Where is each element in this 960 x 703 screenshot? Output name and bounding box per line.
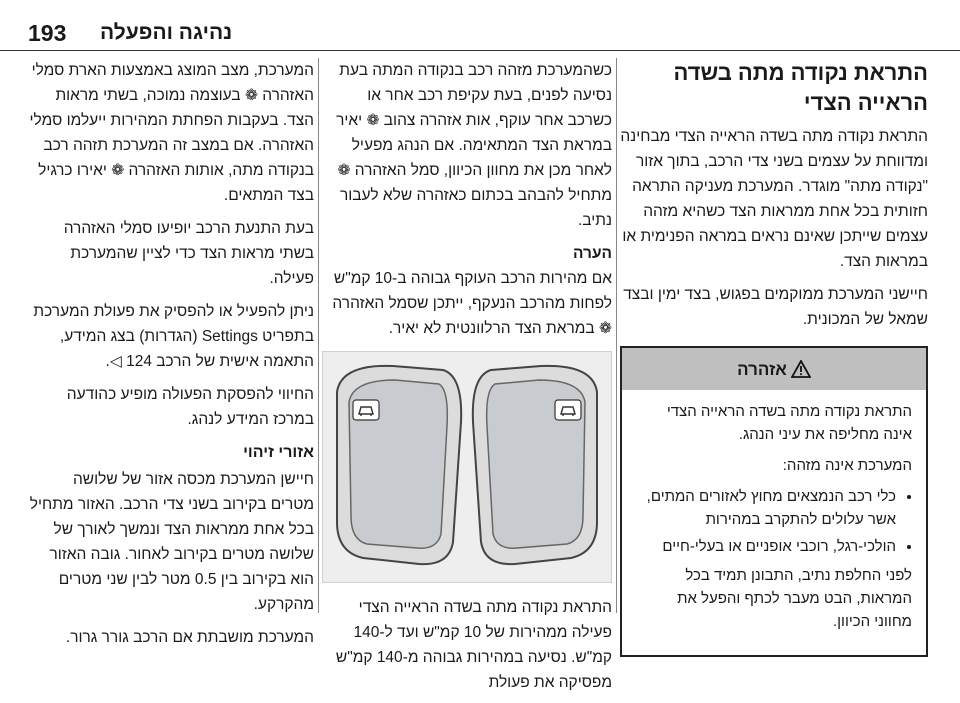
- warning-list-item: • הולכי-רגל, רוכבי אופניים או בעלי-חיים: [636, 535, 896, 558]
- warning-intro: התראת נקודה מתה בשדה הראייה הצדי אינה מחליפה את עיני הנהג.: [666, 403, 912, 443]
- trailer-paragraph: המערכת מושבתת אם הרכב גורר גרור.: [65, 629, 314, 646]
- running-title: נהיגה והפעלה: [100, 21, 233, 44]
- warning-triangle-icon: [791, 360, 811, 378]
- left-column: [28, 58, 314, 658]
- mirror-illustration: [322, 351, 612, 583]
- zone-paragraph: חיישן המערכת מכסה אזור של שלושה מטרים בקירוב בשני צדי הרכב. האזור מתחיל בכל אחת ממראות הצד ונמשך לאורך של שלושה מטרים בקירוב לאחור. גובה האזור הוא בקירוב בין 0.5 מטר לבין שני מטרים מהקרקע.: [29, 471, 314, 613]
- left-mirror-icon: [337, 366, 461, 564]
- side-mirror-drawings-icon: [323, 352, 611, 582]
- right-column: [620, 58, 928, 657]
- middle-column: [322, 58, 612, 703]
- column-divider: [318, 58, 319, 613]
- note-text: אם מהירות הרכב העוקף גבוהה ב-10 קמ"ש לפחות מהרכב הנעקף, ייתכן שסמל האזהרה ❁ במראת הצד הרלוונטית לא יאיר.: [332, 270, 612, 337]
- figure-caption: התראת נקודה מתה בשדה הראייה הצדי פעילה ממהירות של 10 קמ"ש ועד ל-140 קמ"ש. נסיעה במהירות גבוהה מ-140 קמ"ש מפסיקה את פעולת: [335, 599, 612, 691]
- page-number: 193: [28, 20, 67, 46]
- sensor-location-paragraph: חיישני המערכת ממוקמים בפגוש, בצד ימין ובצד שמאל של המכונית.: [623, 286, 928, 328]
- section-title: התראת נקודה מתה בשדה הראייה הצדי: [673, 60, 928, 115]
- settings-paragraph: ניתן להפעיל או להפסיק את פעולת המערכת בתפריט Settings (הגדרות) בצג המידע, התאמה אישית של הרכב 124 ◁.: [33, 303, 314, 370]
- warning-detect-lead: המערכת אינה מזהה:: [782, 457, 912, 474]
- warning-body: [622, 390, 926, 655]
- warning-outro: לפני החלפת נתיב, התבונן תמיד בכל המראות, הבט מעבר לכתף והפעל את מחווני הכיוון.: [677, 567, 912, 630]
- warning-box: [620, 346, 928, 657]
- note-label: הערה: [573, 245, 612, 262]
- warning-label: אזהרה: [737, 359, 787, 379]
- deactivation-paragraph: החיווי להפסקת הפעולה מופיע כהודעה במרכז המידע לנהג.: [66, 386, 314, 428]
- detection-zones-heading: אזורי זיהוי: [243, 444, 314, 461]
- right-mirror-icon: [473, 366, 597, 564]
- warning-header: [622, 348, 926, 390]
- page-header: [0, 0, 960, 51]
- detection-paragraph: כשהמערכת מזהה רכב בנקודה המתה בעת נסיעה לפנים, בעת עקיפת רכב אחר או כשרכב אחר עוקף, אות אזהרה צהוב ❁ יאיר במראת הצד המתאימה. אם הנהג מפעיל לאחר מכן את מחוון הכיוון, סמל האזהרה ❁ מתחיל להבהב בכתום כאזהרה שלא לעבור נתיב.: [336, 62, 612, 229]
- column-divider: [616, 58, 617, 613]
- startup-paragraph: בעת התנעת הרכב יופיעו סמלי האזהרה בשתי מראות הצד כדי לציין שהמערכת פעילה.: [63, 220, 314, 287]
- warning-list: [636, 485, 912, 558]
- intro-paragraph: התראת נקודה מתה בשדה הראייה הצדי מבחינה ומדווחת על עצמים בשני צדי הרכב, בתוך אזור "נקודה מתה" מוגדר. המערכת מעניקה התראה חזותית בכל אחת ממראות הצד כשהיא מזהה עצמים שייתכן שאינם נראים במראה הפנימית או במראות הצד.: [620, 128, 928, 270]
- speed-paragraph: המערכת, מצב המוצג באמצעות הארת סמלי האזהרה ❁ בעוצמה נמוכה, בשתי מראות הצד. בעקבות הפחתת המהירות ייעלמו סמלי האזהרה. אם במצב זה המערכת תזהה רכב בנקודה מתה, אותות האזהרה ❁ יאירו כרגיל בצד המתאים.: [29, 62, 314, 204]
- warning-list-item: • כלי רכב הנמצאים מחוץ לאזורים המתים, אשר עלולים להתקרב במהירות: [636, 485, 896, 531]
